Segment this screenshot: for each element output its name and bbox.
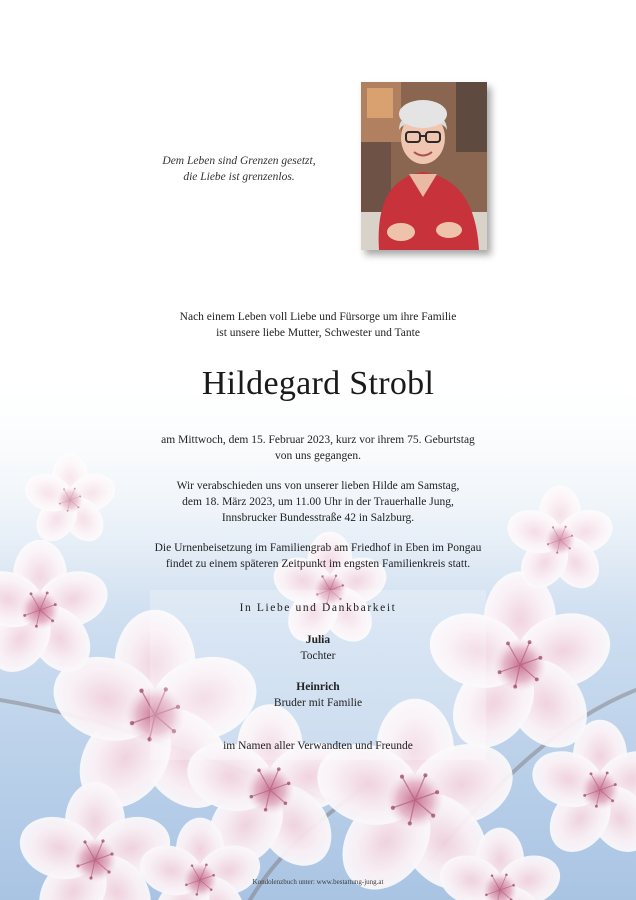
motto-line-1: Dem Leben sind Grenzen gesetzt,: [162, 155, 316, 167]
death-line-2: von uns gegangen.: [275, 450, 361, 462]
mourner-entry: [0, 632, 636, 664]
mourner-entry: [0, 679, 636, 711]
intro-text: [0, 309, 636, 341]
closing-phrase: In Liebe und Dankbarkeit: [239, 602, 397, 614]
farewell-line-2: dem 18. März 2023, um 11.00 Uhr in der Trauerhalle Jung,: [182, 496, 454, 508]
intro-line-1: Nach einem Leben voll Liebe und Fürsorge um ihre Familie: [179, 311, 457, 323]
urn-line-1: Die Urnenbeisetzung im Familiengrab am Friedhof in Eben im Pongau: [154, 542, 482, 554]
farewell-details: [0, 478, 636, 526]
mourner-name: Julia: [305, 634, 331, 646]
farewell-line-1: Wir verabschieden uns von unserer lieben Hilde am Samstag,: [176, 480, 460, 492]
mourner-relation: Tochter: [300, 650, 336, 662]
mourner-name: Heinrich: [296, 681, 340, 693]
urn-burial-notice: [0, 540, 636, 572]
motto-line-2: die Liebe ist grenzenlos.: [183, 171, 295, 183]
deceased-name: Hildegard Strobl: [201, 365, 435, 402]
portrait-photo-icon: [361, 82, 487, 250]
death-line-1: am Mittwoch, dem 15. Februar 2023, kurz vor ihrem 75. Geburtstag: [161, 434, 475, 446]
urn-line-2: findet zu einem späteren Zeitpunkt im engsten Familienkreis statt.: [165, 558, 471, 570]
relatives-line: im Namen aller Verwandten und Freunde: [223, 740, 413, 752]
condolence-book-link[interactable]: Kondolenzbuch unter: www.bestattung-jung.at: [252, 878, 384, 886]
portrait-photo: [361, 82, 487, 250]
mourner-relation: Bruder mit Familie: [273, 697, 363, 709]
intro-line-2: ist unsere liebe Mutter, Schwester und Tante: [216, 327, 420, 339]
motto-quote: [120, 153, 358, 185]
death-notice: [0, 432, 636, 464]
farewell-line-3: Innsbrucker Bundesstraße 42 in Salzburg.: [221, 512, 415, 524]
